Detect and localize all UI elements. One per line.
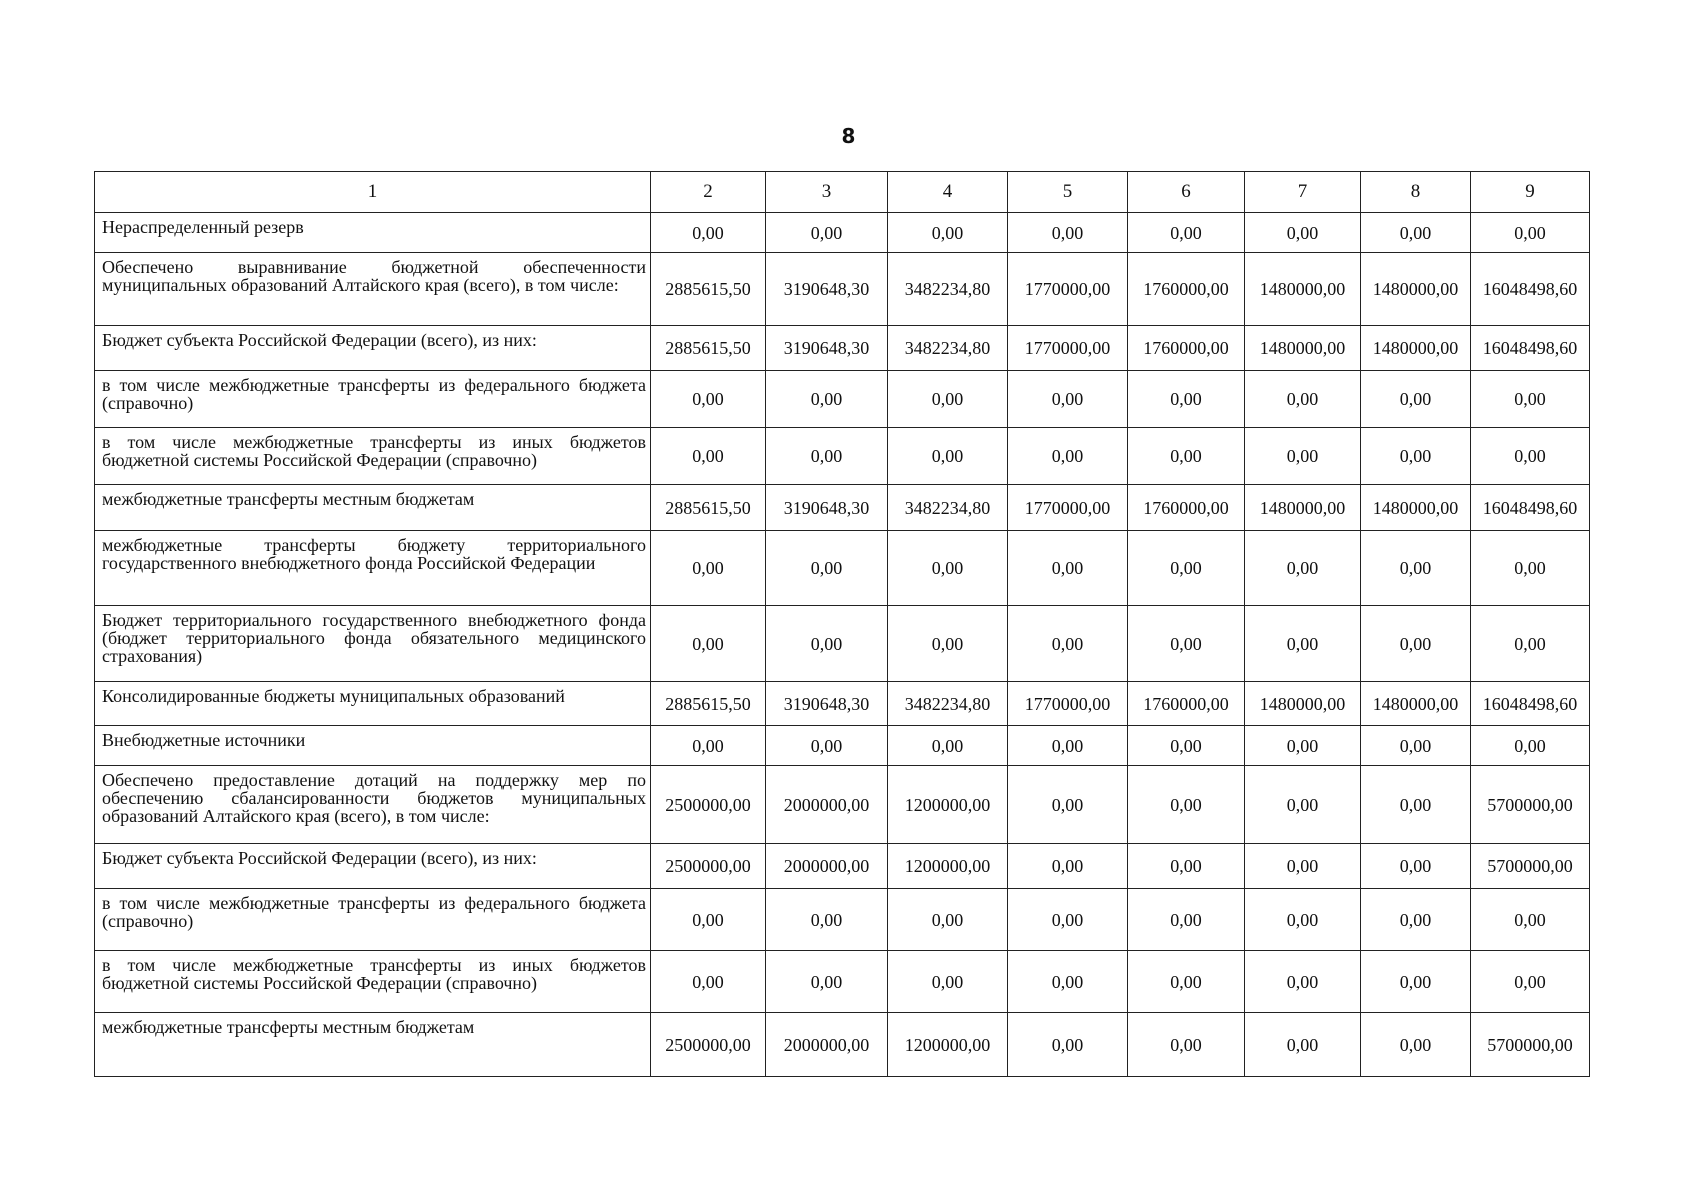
column-number-1: 1: [95, 172, 651, 213]
row-value: 2000000,00: [766, 1013, 888, 1077]
row-value: 1770000,00: [1008, 326, 1128, 371]
row-value: 0,00: [1128, 428, 1245, 485]
row-value: 0,00: [1008, 726, 1128, 766]
row-value: 0,00: [651, 951, 766, 1013]
row-value: 0,00: [1128, 889, 1245, 951]
row-value: 0,00: [1245, 1013, 1361, 1077]
column-number-7: 7: [1245, 172, 1361, 213]
row-value: 3482234,80: [888, 682, 1008, 726]
table-row: [95, 766, 1590, 844]
row-value: 0,00: [1245, 889, 1361, 951]
row-value: 0,00: [888, 428, 1008, 485]
row-label: Консолидированные бюджеты муниципальных образований: [95, 682, 651, 726]
row-value: 0,00: [1128, 1013, 1245, 1077]
row-value: 0,00: [1245, 213, 1361, 253]
budget-table: [94, 171, 1590, 1077]
row-value: 0,00: [766, 726, 888, 766]
row-value: 16048498,60: [1471, 485, 1590, 531]
row-value: 0,00: [1008, 951, 1128, 1013]
row-value: 0,00: [1361, 844, 1471, 889]
row-value: 0,00: [651, 889, 766, 951]
row-value: 0,00: [1471, 428, 1590, 485]
row-value: 0,00: [888, 531, 1008, 606]
row-value: 0,00: [1361, 726, 1471, 766]
row-label: в том числе межбюджетные трансферты из федерального бюджета (справочно): [95, 371, 651, 428]
row-value: 0,00: [651, 606, 766, 682]
row-value: 5700000,00: [1471, 766, 1590, 844]
row-value: 0,00: [766, 531, 888, 606]
row-label: Бюджет субъекта Российской Федерации (всего), из них:: [95, 326, 651, 371]
row-value: 1760000,00: [1128, 485, 1245, 531]
row-value: 0,00: [1471, 889, 1590, 951]
row-value: 16048498,60: [1471, 326, 1590, 371]
row-value: 0,00: [1245, 606, 1361, 682]
row-value: 0,00: [1008, 844, 1128, 889]
row-label: Бюджет субъекта Российской Федерации (всего), из них:: [95, 844, 651, 889]
table-row: [95, 326, 1590, 371]
row-value: 16048498,60: [1471, 253, 1590, 326]
row-value: 0,00: [651, 428, 766, 485]
row-value: 0,00: [1245, 844, 1361, 889]
row-value: 0,00: [766, 428, 888, 485]
row-value: 1480000,00: [1245, 326, 1361, 371]
row-value: 2000000,00: [766, 844, 888, 889]
table-row: [95, 371, 1590, 428]
row-label: Бюджет территориального государственного внебюджетного фонда (бюджет территориального фонда обязательного медицинского страхования): [95, 606, 651, 682]
row-value: 0,00: [1008, 371, 1128, 428]
row-value: 3190648,30: [766, 326, 888, 371]
row-value: 0,00: [1471, 213, 1590, 253]
row-value: 3190648,30: [766, 682, 888, 726]
row-label: межбюджетные трансферты местным бюджетам: [95, 1013, 651, 1077]
row-value: 0,00: [1128, 213, 1245, 253]
row-value: 1770000,00: [1008, 485, 1128, 531]
row-value: 0,00: [1245, 428, 1361, 485]
row-value: 0,00: [888, 951, 1008, 1013]
row-value: 2500000,00: [651, 844, 766, 889]
row-value: 1760000,00: [1128, 682, 1245, 726]
table-row: [95, 1013, 1590, 1077]
row-value: 0,00: [1245, 726, 1361, 766]
row-value: 0,00: [1128, 606, 1245, 682]
row-value: 5700000,00: [1471, 1013, 1590, 1077]
table-row: [95, 951, 1590, 1013]
row-value: 0,00: [1471, 531, 1590, 606]
row-value: 0,00: [1361, 766, 1471, 844]
row-value: 0,00: [1008, 428, 1128, 485]
row-value: 1480000,00: [1245, 485, 1361, 531]
row-value: 0,00: [1128, 726, 1245, 766]
row-value: 0,00: [1361, 1013, 1471, 1077]
row-value: 3190648,30: [766, 485, 888, 531]
row-value: 0,00: [651, 371, 766, 428]
table-row: [95, 428, 1590, 485]
table-row: [95, 606, 1590, 682]
row-value: 0,00: [1245, 531, 1361, 606]
row-value: 0,00: [651, 213, 766, 253]
header-row: [95, 172, 1590, 213]
row-value: 1480000,00: [1361, 326, 1471, 371]
row-label: в том числе межбюджетные трансферты из иных бюджетов бюджетной системы Российской Федерации (справочно): [95, 951, 651, 1013]
table-row: [95, 531, 1590, 606]
budget-table-body: [95, 172, 1590, 1077]
table-row: [95, 889, 1590, 951]
row-label: Обеспечено выравнивание бюджетной обеспеченности муниципальных образований Алтайского края (всего), в том числе:: [95, 253, 651, 326]
column-number-4: 4: [888, 172, 1008, 213]
column-number-5: 5: [1008, 172, 1128, 213]
row-value: 0,00: [1008, 531, 1128, 606]
row-value: 1480000,00: [1361, 253, 1471, 326]
row-value: 0,00: [1471, 726, 1590, 766]
row-value: 0,00: [888, 213, 1008, 253]
row-value: 2000000,00: [766, 766, 888, 844]
row-value: 16048498,60: [1471, 682, 1590, 726]
row-value: 3482234,80: [888, 326, 1008, 371]
row-value: 1480000,00: [1245, 253, 1361, 326]
row-value: 2885615,50: [651, 682, 766, 726]
row-label: межбюджетные трансферты местным бюджетам: [95, 485, 651, 531]
row-value: 5700000,00: [1471, 844, 1590, 889]
row-value: 1200000,00: [888, 766, 1008, 844]
row-value: 0,00: [766, 889, 888, 951]
row-value: 0,00: [766, 213, 888, 253]
table-row: [95, 844, 1590, 889]
row-value: 0,00: [1361, 606, 1471, 682]
row-value: 0,00: [766, 951, 888, 1013]
row-label: Обеспечено предоставление дотаций на поддержку мер по обеспечению сбалансированности бюджетов муниципальных образований Алтайского края (всего), в том числе:: [95, 766, 651, 844]
row-label: в том числе межбюджетные трансферты из федерального бюджета (справочно): [95, 889, 651, 951]
row-value: 2885615,50: [651, 253, 766, 326]
row-value: 0,00: [1361, 428, 1471, 485]
row-value: 0,00: [1128, 531, 1245, 606]
row-value: 0,00: [888, 371, 1008, 428]
row-value: 0,00: [1008, 606, 1128, 682]
row-value: 0,00: [1008, 889, 1128, 951]
row-label: Внебюджетные источники: [95, 726, 651, 766]
table-row: [95, 682, 1590, 726]
row-value: 0,00: [1128, 371, 1245, 428]
row-value: 0,00: [1471, 606, 1590, 682]
row-value: 0,00: [1361, 889, 1471, 951]
row-value: 1480000,00: [1361, 485, 1471, 531]
table-row: [95, 213, 1590, 253]
row-value: 1760000,00: [1128, 253, 1245, 326]
row-value: 0,00: [1008, 766, 1128, 844]
row-value: 1200000,00: [888, 844, 1008, 889]
row-value: 3190648,30: [766, 253, 888, 326]
row-value: 2500000,00: [651, 1013, 766, 1077]
row-label: Нераспределенный резерв: [95, 213, 651, 253]
column-number-3: 3: [766, 172, 888, 213]
row-value: 0,00: [1128, 766, 1245, 844]
row-value: 1760000,00: [1128, 326, 1245, 371]
row-value: 0,00: [1245, 371, 1361, 428]
row-value: 0,00: [1008, 1013, 1128, 1077]
table-row: [95, 253, 1590, 326]
column-number-6: 6: [1128, 172, 1245, 213]
row-value: 1480000,00: [1245, 682, 1361, 726]
row-value: 1770000,00: [1008, 682, 1128, 726]
row-label: межбюджетные трансферты бюджету территориального государственного внебюджетного фонда Российской Федерации: [95, 531, 651, 606]
row-value: 0,00: [1361, 371, 1471, 428]
row-value: 0,00: [1471, 371, 1590, 428]
row-value: 0,00: [651, 531, 766, 606]
row-value: 0,00: [1471, 951, 1590, 1013]
row-value: 0,00: [888, 726, 1008, 766]
row-value: 0,00: [1128, 951, 1245, 1013]
column-number-8: 8: [1361, 172, 1471, 213]
row-value: 0,00: [1245, 951, 1361, 1013]
column-number-2: 2: [651, 172, 766, 213]
row-value: 2885615,50: [651, 326, 766, 371]
row-value: 0,00: [888, 606, 1008, 682]
row-value: 2500000,00: [651, 766, 766, 844]
row-value: 0,00: [651, 726, 766, 766]
column-number-9: 9: [1471, 172, 1590, 213]
row-value: 0,00: [1008, 213, 1128, 253]
row-value: 1200000,00: [888, 1013, 1008, 1077]
page-number: 8: [841, 124, 856, 148]
row-value: 0,00: [1128, 844, 1245, 889]
row-value: 0,00: [1361, 213, 1471, 253]
row-value: 0,00: [888, 889, 1008, 951]
row-value: 3482234,80: [888, 253, 1008, 326]
row-value: 0,00: [766, 371, 888, 428]
table-row: [95, 485, 1590, 531]
row-label: в том числе межбюджетные трансферты из иных бюджетов бюджетной системы Российской Федерации (справочно): [95, 428, 651, 485]
row-value: 1770000,00: [1008, 253, 1128, 326]
row-value: 0,00: [1361, 531, 1471, 606]
row-value: 0,00: [766, 606, 888, 682]
row-value: 0,00: [1245, 766, 1361, 844]
row-value: 2885615,50: [651, 485, 766, 531]
row-value: 3482234,80: [888, 485, 1008, 531]
table-row: [95, 726, 1590, 766]
row-value: 0,00: [1361, 951, 1471, 1013]
row-value: 1480000,00: [1361, 682, 1471, 726]
